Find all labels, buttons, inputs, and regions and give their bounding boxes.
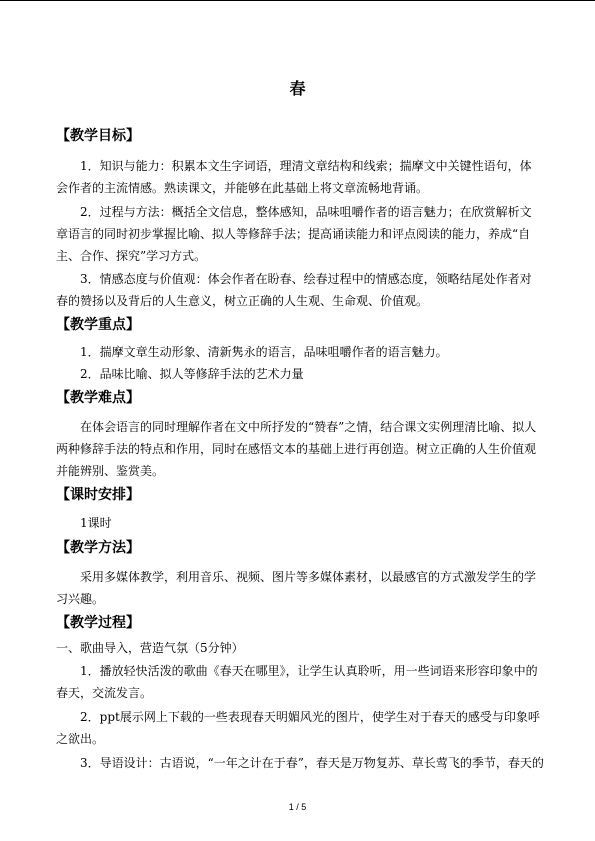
methods-paragraph: 采用多媒体教学，利用音乐、视频、图片等多媒体素材，以最感官的方式激发学生的学习兴趣。 [56,570,537,606]
process-paragraph-2: 2．ppt展示网上下载的一些表现春天明媚风光的图片，使学生对于春天的感受与印象呼之欲出。 [56,710,540,746]
heading-difficulties: 【教学难点】 [56,390,140,406]
difficulties-paragraph: 在体会语言的同时理解作者在文中所抒发的“赞春”之情，结合课文实例理清比喻、拟人两种修辞手法的特点和作用，同时在感悟文本的基础上进行再创造。树立正确的人生价值观并能辨别、鉴赏美。 [56,420,537,478]
objectives-paragraph-2: 2．过程与方法：概括全文信息，整体感知，品味咀嚼作者的语言魅力；在欣赏解析文章语言的同时初步掌握比喻、拟人等修辞手法；提高诵读能力和评点阅读的能力，养成“自主、合作、探究”学习方式。 [56,205,532,263]
heading-methods: 【教学方法】 [56,540,140,556]
schedule-text: 1课时 [80,516,112,530]
process-paragraph-3: 3．导语设计：古语说，“一年之计在于春”，春天是万物复苏、草长莺飞的季节，春天的 [80,756,544,770]
objectives-paragraph-1: 1．知识与能力：积累本文生字词语，理清文章结构和线索；揣摩文中关键性语句，体会作者的主流情感。熟读课文，并能够在此基础上将文章流畅地背诵。 [56,159,532,195]
process-paragraph-1: 1．播放轻快活泼的歌曲《春天在哪里》，让学生认真聆听，用一些词语来形容印象中的春天，交流发言。 [56,664,538,700]
heading-key-points: 【教学重点】 [56,317,140,333]
top-border-line [0,0,595,1]
key-points-item-2: 2．品味比喻、拟人等修辞手法的艺术力量 [80,367,304,381]
process-subheading-1: 一、歌曲导入，营造气氛（5分钟） [56,641,244,655]
key-points-item-1: 1．揣摩文章生动形象、清新隽永的语言，品味咀嚼作者的语言魅力。 [80,345,448,359]
heading-process: 【教学过程】 [56,615,140,631]
page-number: 1 / 5 [288,802,307,812]
heading-objectives: 【教学目标】 [56,128,140,144]
objectives-paragraph-3: 3．情感态度与价值观：体会作者在盼春、绘春过程中的情感态度，领略结尾处作者对春的赞扬以及背后的人生意义，树立正确的人生观、生命观、价值观。 [56,272,532,308]
heading-schedule: 【课时安排】 [56,487,140,503]
document-title: 春 [289,79,306,98]
